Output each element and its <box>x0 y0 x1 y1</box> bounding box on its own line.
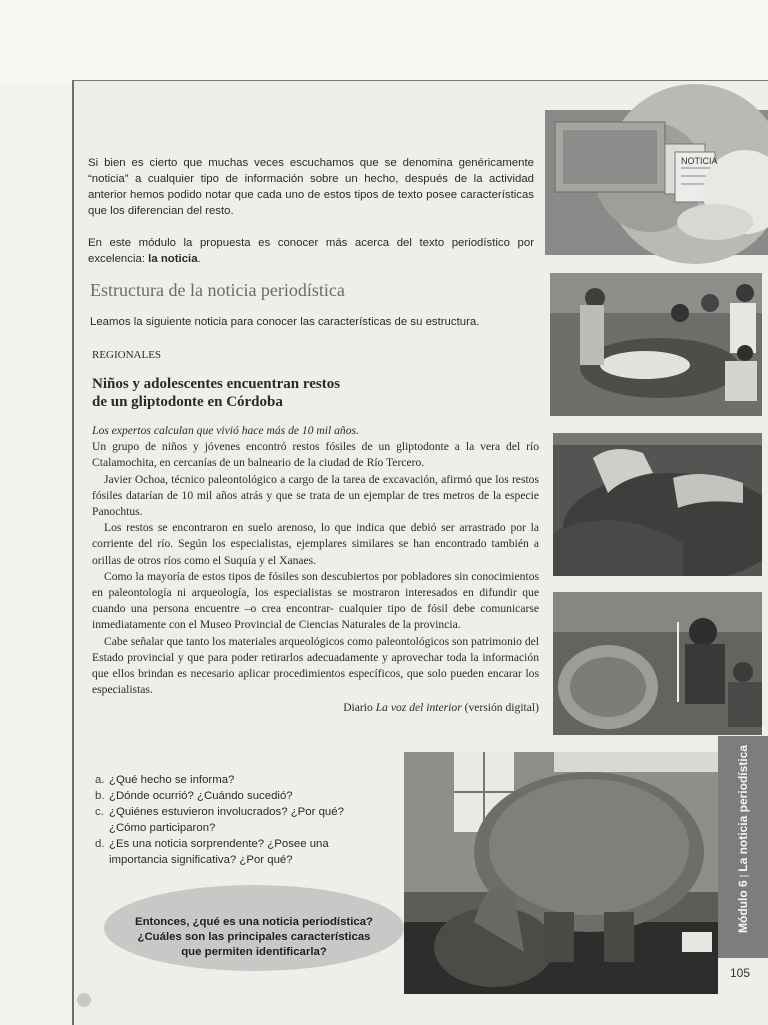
excavation-photo-3-graphic <box>553 592 762 735</box>
question-item <box>95 788 395 804</box>
question-text: ¿Es una noticia sorprendente? ¿Posee una importancia significativa? ¿Por qué? <box>109 838 329 866</box>
question-item <box>95 772 395 788</box>
intro-paragraph-2-text: En este módulo la propuesta es conocer más acerca del texto periodístico por excelencia: <box>88 237 534 265</box>
news-illustration <box>545 82 768 268</box>
headline-line-2: de un gliptodonte en Córdoba <box>92 394 283 410</box>
illustration-label: NOTICIA <box>681 156 718 166</box>
glyptodont-photo-graphic <box>404 752 718 994</box>
scan-top-margin <box>0 0 768 82</box>
headline-line-1: Niños y adolescentes encuentran restos <box>92 376 341 392</box>
article-paragraph: Un grupo de niños y jóvenes encontró restos fósiles de un gliptodonte a la vera del río Ctalamochita, en cercanías de un balneario de la ciudad de Río Tercero. <box>92 440 539 470</box>
module-title: La noticia periodística <box>736 745 750 872</box>
intro-paragraph-2-end: . <box>197 253 201 265</box>
section-lead: Leamos la siguiente noticia para conocer las características de su estructura. <box>90 316 480 328</box>
module-number: Módulo 6 <box>736 880 750 933</box>
question-letter: b. <box>95 790 105 802</box>
source-suffix: (versión digital) <box>461 701 539 715</box>
module-tab-label <box>736 744 750 934</box>
article-headline <box>92 375 412 411</box>
question-letter: d. <box>95 838 105 850</box>
excavation-photo-3 <box>553 592 762 735</box>
article-body <box>92 423 539 717</box>
question-letter: c. <box>95 806 104 818</box>
article-subhead: Los expertos calculan que vivió hace más de 10 mil años. <box>92 424 359 437</box>
question-letter: a. <box>95 774 105 786</box>
bubble-line-1: Entonces, ¿qué es una noticia periodística? <box>135 916 373 928</box>
news-illustration-graphic <box>545 82 768 268</box>
excavation-photo-1-graphic <box>550 273 762 416</box>
question-text: ¿Qué hecho se informa? <box>109 774 235 786</box>
source-prefix: Diario <box>343 701 376 715</box>
article-paragraph: Los restos se encontraron en suelo arenoso, lo que indica que debió ser arrastrado por la corriente del río. Según los especialistas, ejemplares similares se han encontrado también a orillas de otros ríos como el Suquía y el Xanaes. <box>92 521 539 567</box>
question-item <box>95 836 390 868</box>
section-heading: Estructura de la noticia periodística <box>90 280 345 300</box>
intro-paragraph-2 <box>88 235 534 267</box>
excavation-photo-1 <box>550 273 762 416</box>
bubble-tail <box>76 992 96 1010</box>
source-name: La voz del interior <box>375 701 462 715</box>
excavation-photo-2-graphic <box>553 433 762 576</box>
article-paragraph: Como la mayoría de estos tipos de fósiles son descubiertos por pobladores sin conocimientos en paleontología ni arqueología, los especialistas se mostraron interesados en difundir que cuando una persona encuentre –o crea encontrar- cualquier tipo de fósil debe comunicarse inmediatamente con el Museo Provincial de Ciencias Naturales de la provincia. <box>92 569 539 632</box>
question-text: ¿Dónde ocurrió? ¿Cuándo sucedió? <box>109 790 293 802</box>
article-paragraph: Javier Ochoa, técnico paleontológico a cargo de la tarea de excavación, afirmó que los restos fósiles datarían de 10 mil años atrás y que se trata de un ejemplar de tres metros de la especie Panochtus. <box>92 472 539 519</box>
module-side-tab <box>718 736 768 958</box>
article-section-label: REGIONALES <box>92 349 162 361</box>
question-item <box>95 804 370 836</box>
page-number: 105 <box>730 966 751 980</box>
glyptodont-photo <box>404 752 718 994</box>
module-separator: | <box>738 871 750 881</box>
intro-paragraph-1: Si bien es cierto que muchas veces escuchamos que se denomina genéricamente “noticia” a cualquier tipo de información sobre un hecho, después de la actividad anterior hemos podido notar que cada uno de estos tipos de texto posee características que los diferencian del resto. <box>88 157 534 217</box>
article-source <box>92 700 539 716</box>
bubble-line-3: que permiten identificarla? <box>181 946 327 958</box>
bubble-line-2: ¿Cuáles son las principales características <box>137 931 371 943</box>
reflection-bubble-text <box>120 915 388 960</box>
article-paragraph: Cabe señalar que tanto los materiales arqueológicos como paleontológicos son patrimonio del Estado provincial y que para poder retirarlos adecuadamente y aprovechar toda la información que ellos brindan es necesario aplicar procedimientos específicos, que solo pueden encarar los especialistas. <box>92 634 539 697</box>
excavation-photo-2 <box>553 433 762 576</box>
intro-highlight: la noticia <box>148 253 198 265</box>
question-text: ¿Quiénes estuvieron involucrados? ¿Por qué? ¿Cómo participaron? <box>109 806 344 834</box>
comprehension-questions <box>95 772 395 868</box>
